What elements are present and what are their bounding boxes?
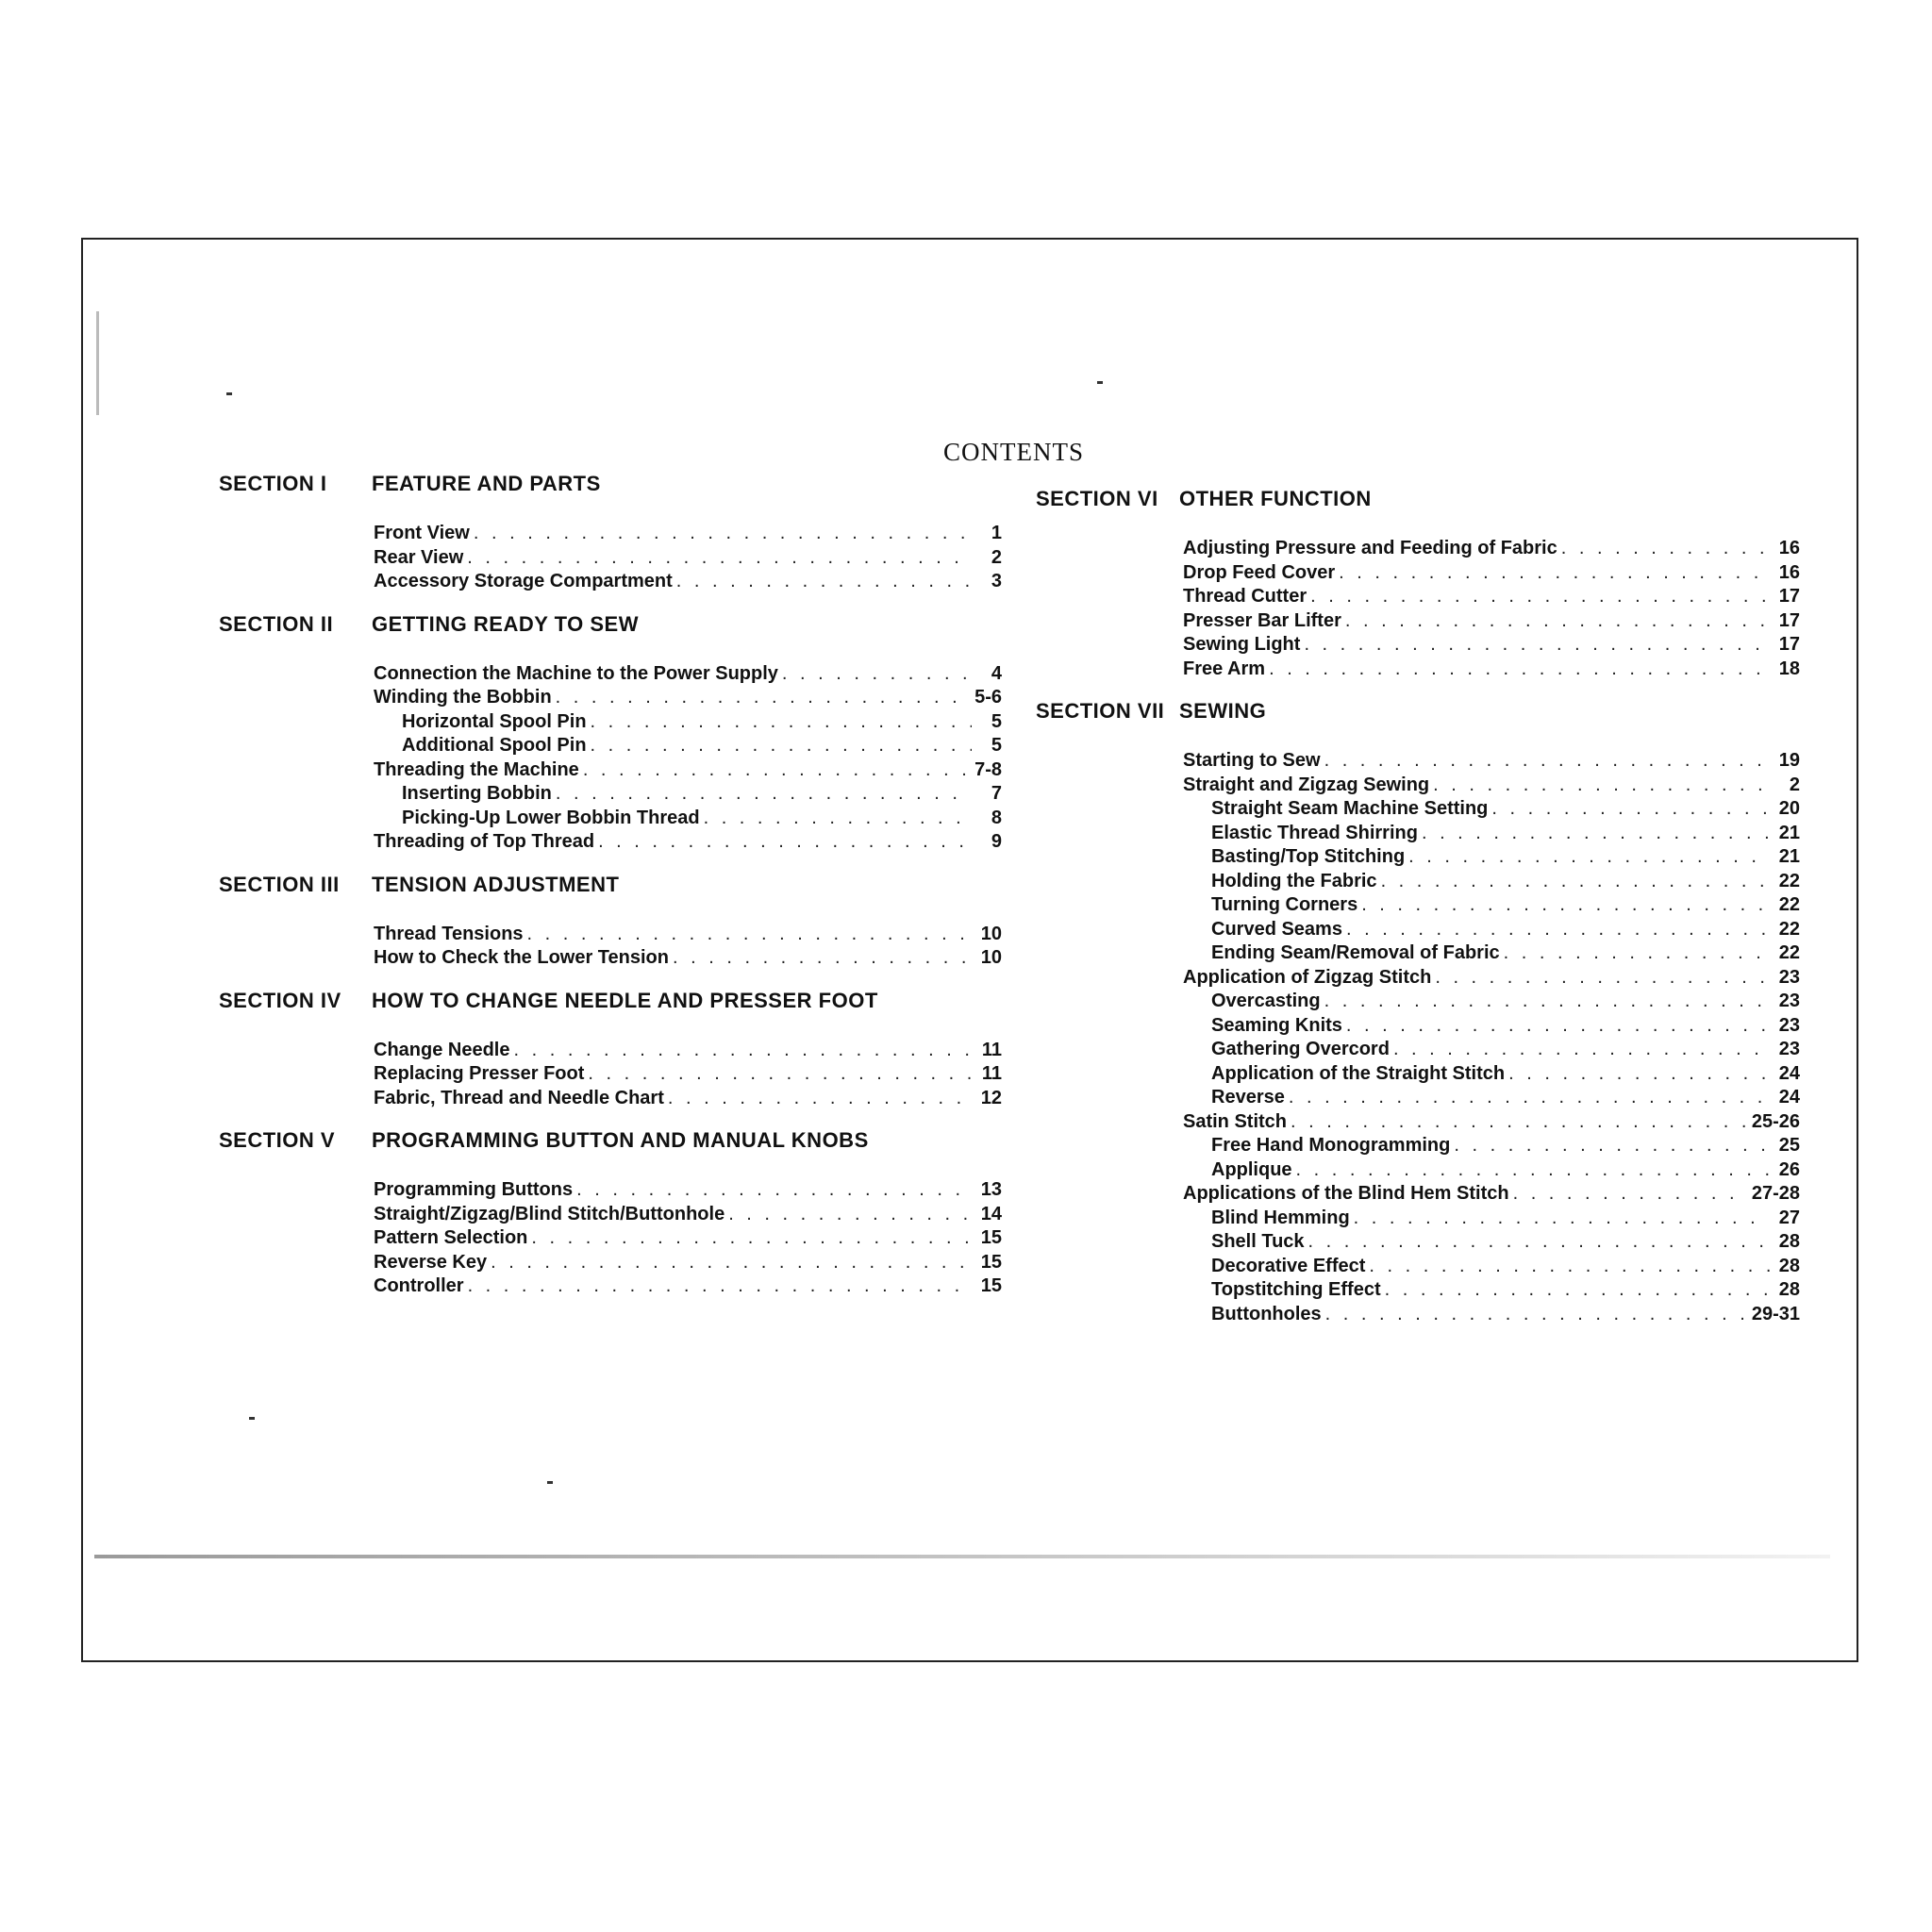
- scan-speck: [1097, 381, 1103, 384]
- entry-label: Straight and Zigzag Sewing: [1183, 774, 1430, 795]
- dot-leader: [1381, 871, 1770, 892]
- entry-page: 12: [980, 1087, 1002, 1108]
- dot-leader: [588, 1063, 972, 1085]
- entry-label: Fabric, Thread and Needle Chart: [374, 1087, 664, 1108]
- entry-label: Reverse: [1211, 1087, 1285, 1108]
- section-heading: [1036, 487, 1800, 521]
- entry-page: 14: [980, 1203, 1002, 1224]
- dot-leader: [1385, 1279, 1770, 1301]
- toc-entry: [1036, 658, 1800, 683]
- entry-page: 21: [1778, 822, 1800, 843]
- entry-page: 4: [991, 662, 1002, 684]
- toc-section: [219, 989, 1002, 1112]
- toc-subentry: [1036, 871, 1800, 895]
- dot-leader: [1491, 798, 1770, 820]
- scan-edge-smudge: [96, 311, 99, 415]
- toc-subentry: [1036, 1256, 1800, 1280]
- dot-leader: [1304, 634, 1770, 656]
- entry-page: 16: [1778, 538, 1800, 558]
- dot-leader: [673, 947, 972, 969]
- entry-page: 19: [1778, 750, 1800, 771]
- entry-page: 15: [980, 1275, 1002, 1296]
- entry-page: 22: [1778, 870, 1800, 891]
- entry-page: 28: [1778, 1279, 1800, 1300]
- scan-speck: [547, 1481, 553, 1484]
- dot-leader: [1346, 1015, 1770, 1037]
- toc-subentry: [219, 735, 1002, 759]
- dot-leader: [491, 1252, 972, 1274]
- entry-page: 16: [1778, 561, 1800, 583]
- entry-page: 18: [1778, 658, 1800, 679]
- section-title: SEWING: [1179, 699, 1267, 723]
- section-number: SECTION V: [219, 1128, 336, 1152]
- entry-label: Programming Buttons: [374, 1179, 574, 1200]
- dot-leader: [1454, 1135, 1770, 1157]
- dot-leader: [1339, 562, 1770, 584]
- section-number: SECTION II: [219, 611, 334, 636]
- section-title: OTHER FUNCTION: [1179, 487, 1372, 510]
- dot-leader: [1508, 1063, 1770, 1085]
- entry-label: Shell Tuck: [1211, 1231, 1305, 1252]
- page-title: CONTENTS: [943, 438, 1084, 466]
- entry-page: 17: [1778, 586, 1800, 607]
- toc-entry: [219, 831, 1002, 856]
- section-number: SECTION VI: [1036, 487, 1158, 510]
- section-heading: [219, 989, 1002, 1023]
- toc-entry: [219, 947, 1002, 972]
- toc-section: [219, 1128, 1002, 1300]
- dot-leader: [1504, 942, 1770, 964]
- toc-entry: [219, 571, 1002, 595]
- toc-subentry: [1036, 823, 1800, 847]
- section-title: FEATURE AND PARTS: [372, 472, 601, 495]
- entry-label: Blind Hemming: [1211, 1207, 1350, 1228]
- toc-entry: [1036, 562, 1800, 587]
- entry-page: 13: [980, 1179, 1002, 1200]
- section-number: SECTION IV: [219, 988, 341, 1012]
- toc-entry: [219, 924, 1002, 948]
- toc-entry: [1036, 634, 1800, 658]
- entry-label: Basting/Top Stitching: [1211, 846, 1406, 867]
- dot-leader: [1310, 586, 1770, 608]
- dot-leader: [531, 1227, 972, 1249]
- dot-leader: [1345, 610, 1770, 632]
- entry-page: 9: [991, 831, 1002, 852]
- dot-leader: [591, 735, 972, 757]
- entry-label: Adjusting Pressure and Feeding of Fabric: [1183, 538, 1557, 558]
- toc-subentry: [1036, 1279, 1800, 1304]
- entry-page: 3: [991, 571, 1002, 591]
- entry-page: 17: [1778, 634, 1800, 655]
- entry-page: 17: [1778, 609, 1800, 631]
- entry-label: Front View: [374, 523, 470, 543]
- toc-entry: [219, 1040, 1002, 1064]
- dot-leader: [467, 547, 972, 569]
- entry-label: Straight/Zigzag/Blind Stitch/Buttonhole: [374, 1203, 725, 1224]
- toc-entry: [219, 1275, 1002, 1300]
- entry-label: Gathering Overcord: [1211, 1039, 1390, 1059]
- dot-leader: [1289, 1087, 1770, 1108]
- section-heading: [219, 472, 1002, 506]
- entry-label: Turning Corners: [1211, 894, 1358, 915]
- entry-page: 15: [980, 1251, 1002, 1273]
- toc-entry: [1036, 750, 1800, 774]
- toc-entry: [1036, 1183, 1800, 1208]
- dot-leader: [1408, 846, 1770, 868]
- toc-entry: [219, 1179, 1002, 1204]
- entry-label: Threading the Machine: [374, 758, 579, 780]
- entry-label: Elastic Thread Shirring: [1211, 822, 1418, 843]
- entry-page: 27: [1778, 1207, 1800, 1228]
- dot-leader: [583, 759, 971, 781]
- entry-page: 23: [1778, 966, 1800, 988]
- entry-label: Overcasting: [1211, 991, 1321, 1011]
- toc-subentry: [1036, 846, 1800, 871]
- toc-subentry: [1036, 1135, 1800, 1159]
- entry-label: Applique: [1211, 1158, 1292, 1180]
- entry-page: 15: [980, 1227, 1002, 1248]
- dot-leader: [1346, 919, 1770, 941]
- entry-label: Connection the Machine to the Power Supply: [374, 662, 778, 684]
- dot-leader: [1269, 658, 1770, 680]
- entry-label: Seaming Knits: [1211, 1014, 1342, 1036]
- section-title: HOW TO CHANGE NEEDLE AND PRESSER FOOT: [372, 988, 878, 1012]
- dot-leader: [556, 687, 971, 708]
- toc-subentry: [1036, 1039, 1800, 1063]
- toc-subentry: [1036, 942, 1800, 967]
- toc-subentry: [219, 783, 1002, 808]
- entry-page: 7-8: [974, 758, 1002, 780]
- toc-entry: [1036, 1111, 1800, 1136]
- entry-label: How to Check the Lower Tension: [374, 947, 669, 968]
- dot-leader: [556, 783, 972, 805]
- toc-entry: [1036, 610, 1800, 635]
- dot-leader: [668, 1088, 972, 1109]
- toc-entry: [1036, 967, 1800, 991]
- entry-label: Buttonholes: [1211, 1303, 1322, 1324]
- dot-leader: [576, 1179, 972, 1201]
- toc-right-column: [1036, 487, 1800, 1344]
- dot-leader: [704, 808, 972, 829]
- entry-page: 23: [1778, 1039, 1800, 1059]
- entry-label: Rear View: [374, 546, 464, 568]
- entry-page: 10: [980, 923, 1002, 944]
- dot-leader: [1291, 1111, 1748, 1133]
- entry-page: 25: [1778, 1135, 1800, 1156]
- dot-leader: [598, 831, 972, 853]
- entry-page: 20: [1778, 798, 1800, 819]
- toc-subentry: [1036, 1208, 1800, 1232]
- entry-label: Thread Tensions: [374, 923, 524, 944]
- section-heading: [219, 873, 1002, 907]
- entry-label: Application of the Straight Stitch: [1211, 1062, 1506, 1084]
- toc-entry: [219, 1227, 1002, 1252]
- dot-leader: [1513, 1183, 1748, 1205]
- toc-subentry: [1036, 1231, 1800, 1256]
- entry-page: 10: [980, 947, 1002, 968]
- toc-subentry: [1036, 1087, 1800, 1111]
- entry-page: 27-28: [1751, 1183, 1800, 1204]
- toc-entry: [219, 759, 1002, 784]
- section-number: SECTION I: [219, 472, 327, 495]
- entry-page: 29-31: [1751, 1303, 1800, 1324]
- dot-leader: [1324, 991, 1770, 1012]
- entry-label: Winding the Bobbin: [374, 687, 552, 708]
- entry-label: Decorative Effect: [1211, 1255, 1366, 1276]
- toc-entry: [219, 1252, 1002, 1276]
- dot-leader: [1308, 1231, 1770, 1253]
- entry-label: Thread Cutter: [1183, 586, 1307, 607]
- section-title: GETTING READY TO SEW: [372, 611, 639, 636]
- entry-page: 28: [1778, 1231, 1800, 1252]
- toc-entry: [219, 1063, 1002, 1088]
- toc-entry: [219, 523, 1002, 547]
- entry-page: 28: [1778, 1255, 1800, 1276]
- entry-page: 5: [991, 710, 1002, 732]
- entry-label: Accessory Storage Compartment: [374, 571, 673, 591]
- entry-label: Presser Bar Lifter: [1183, 609, 1341, 631]
- entry-label: Ending Seam/Removal of Fabric: [1211, 942, 1500, 963]
- section-title: TENSION ADJUSTMENT: [372, 872, 620, 896]
- dot-leader: [1433, 774, 1770, 796]
- toc-subentry: [1036, 919, 1800, 943]
- toc-entry: [1036, 538, 1800, 562]
- entry-label: Holding the Fabric: [1211, 870, 1377, 891]
- section-heading: [219, 1128, 1002, 1162]
- entry-label: Topstitching Effect: [1211, 1279, 1381, 1300]
- entry-label: Replacing Presser Foot: [374, 1063, 585, 1084]
- dot-leader: [474, 523, 972, 544]
- toc-subentry: [1036, 894, 1800, 919]
- dot-leader: [1296, 1159, 1770, 1181]
- toc-subentry: [219, 808, 1002, 832]
- section-number: SECTION VII: [1036, 699, 1165, 723]
- toc-entry: [219, 1204, 1002, 1228]
- entry-label: Drop Feed Cover: [1183, 561, 1336, 583]
- entry-label: Inserting Bobbin: [402, 783, 552, 804]
- entry-page: 7: [991, 783, 1002, 804]
- entry-label: Free Hand Monogramming: [1211, 1135, 1451, 1156]
- scan-speck: [249, 1417, 255, 1420]
- entry-label: Additional Spool Pin: [402, 735, 587, 756]
- entry-label: Application of Zigzag Stitch: [1183, 966, 1432, 988]
- toc-entry: [219, 1088, 1002, 1112]
- dot-leader: [1422, 823, 1770, 844]
- section-heading: [219, 612, 1002, 646]
- entry-label: Straight Seam Machine Setting: [1211, 798, 1489, 819]
- toc-section: [1036, 487, 1800, 682]
- toc-entry: [1036, 586, 1800, 610]
- toc-entry: [219, 687, 1002, 711]
- toc-subentry: [1036, 1304, 1800, 1328]
- entry-page: 2: [991, 546, 1002, 568]
- entry-label: Applications of the Blind Hem Stitch: [1183, 1183, 1509, 1204]
- toc-section: [219, 472, 1002, 595]
- dot-leader: [527, 924, 972, 945]
- scan-fold-line: [94, 1555, 1830, 1558]
- section-title: PROGRAMMING BUTTON AND MANUAL KNOBS: [372, 1128, 869, 1152]
- dot-leader: [1561, 538, 1770, 559]
- entry-page: 23: [1778, 991, 1800, 1011]
- dot-leader: [1435, 967, 1770, 989]
- entry-page: 11: [981, 1039, 1002, 1060]
- toc-section: [219, 873, 1002, 972]
- entry-page: 24: [1778, 1062, 1800, 1084]
- entry-page: 21: [1778, 846, 1800, 867]
- toc-subentry: [1036, 991, 1800, 1015]
- entry-page: 25-26: [1751, 1110, 1800, 1132]
- toc-subentry: [1036, 1015, 1800, 1040]
- dot-leader: [513, 1040, 972, 1061]
- toc-entry: [219, 663, 1002, 688]
- entry-label: Controller: [374, 1275, 464, 1296]
- toc-subentry: [1036, 798, 1800, 823]
- entry-label: Pattern Selection: [374, 1227, 528, 1248]
- entry-page: 24: [1778, 1087, 1800, 1108]
- dot-leader: [591, 711, 972, 733]
- entry-page: 2: [1789, 774, 1800, 795]
- dot-leader: [1361, 894, 1770, 916]
- dot-leader: [1354, 1208, 1770, 1229]
- toc-entry: [1036, 774, 1800, 799]
- toc-subentry: [1036, 1159, 1800, 1184]
- dot-leader: [728, 1204, 972, 1225]
- toc-section: [1036, 699, 1800, 1327]
- scan-speck: [226, 392, 232, 395]
- entry-page: 1: [991, 523, 1002, 543]
- dot-leader: [1325, 1304, 1748, 1325]
- entry-label: Picking-Up Lower Bobbin Thread: [402, 807, 700, 828]
- dot-leader: [1324, 750, 1770, 772]
- dot-leader: [1393, 1039, 1770, 1060]
- entry-page: 22: [1778, 894, 1800, 915]
- toc-left-column: [219, 472, 1002, 1317]
- toc-subentry: [219, 711, 1002, 736]
- entry-page: 5-6: [974, 687, 1002, 708]
- entry-label: Satin Stitch: [1183, 1110, 1288, 1132]
- entry-page: 26: [1778, 1158, 1800, 1180]
- entry-page: 23: [1778, 1014, 1800, 1036]
- toc-section: [219, 612, 1002, 856]
- section-heading: [1036, 699, 1800, 733]
- dot-leader: [468, 1275, 972, 1297]
- entry-label: Reverse Key: [374, 1251, 488, 1273]
- entry-label: Starting to Sew: [1183, 750, 1321, 771]
- entry-label: Curved Seams: [1211, 918, 1342, 940]
- toc-subentry: [1036, 1063, 1800, 1088]
- dot-leader: [1369, 1256, 1770, 1277]
- entry-label: Horizontal Spool Pin: [402, 710, 587, 732]
- dot-leader: [676, 571, 972, 592]
- entry-label: Change Needle: [374, 1039, 510, 1060]
- entry-page: 8: [991, 807, 1002, 828]
- section-number: SECTION III: [219, 872, 340, 896]
- dot-leader: [782, 663, 972, 685]
- entry-page: 5: [991, 735, 1002, 756]
- entry-label: Threading of Top Thread: [374, 831, 595, 852]
- entry-label: Sewing Light: [1183, 634, 1301, 655]
- entry-label: Free Arm: [1183, 658, 1266, 679]
- entry-page: 22: [1778, 942, 1800, 963]
- toc-entry: [219, 547, 1002, 572]
- entry-page: 11: [981, 1063, 1002, 1084]
- entry-page: 22: [1778, 918, 1800, 940]
